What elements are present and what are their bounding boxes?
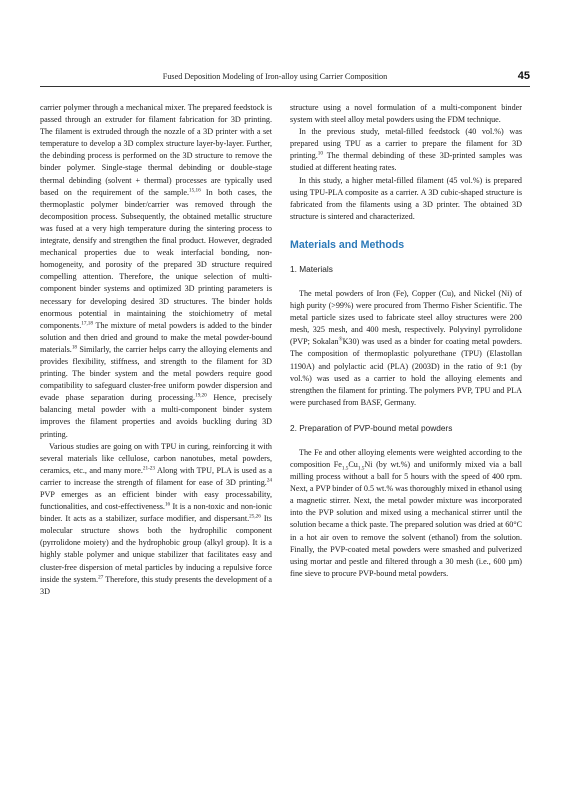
citation: 27 (98, 573, 104, 580)
body-paragraph: The metal powders of Iron (Fe), Copper (Cu), and Nickel (Ni) of high purity (>99%) were procured from Thermo Fisher Scientific. The metal particle sizes used to fabricate steel alloy structures were 200 mesh, 325 mesh, and 400 mesh, respectively. Polyvinyl pyrrolidone (PVP; Sokalan®K30) was used as a binder for coating metal powders. The composition of thermoplastic polyurethane (TPU) (Elastollan 1190A) and polylactic acid (PLA) (2003D) in the ratio of 9:1 (by vol.%) was used as a carrier to hold the alloying elements and strengthen the filament for printing. The polymers PVP, TPU and PLA were purchased from BASF, Germany. (290, 288, 522, 407)
body-paragraph: In the previous study, metal-filled feedstock (40 vol.%) was prepared using TPU as a carrier to prepare the filament for 3D printing.$^{10}$ The thermal debinding of these 3D-printed samples was studied at different heating rates. (290, 127, 522, 173)
citation: 17,18 (81, 319, 93, 326)
citation: 24 (266, 477, 272, 484)
registered-mark: ® (338, 336, 343, 343)
citation: 10 (317, 150, 323, 157)
subsection-heading: 2. Preparation of PVP-bound metal powders (290, 422, 453, 433)
body-paragraph: Various studies are going on with TPU in curing, reinforcing it with several materials like cellulose, carbon nanotubes, metal powders, ceramics, etc., and many more.$^{21-23}$ Along with TPU, PLA is used as a carrier to increase the strength of filament for ease of 3D printing.$^{24}$ PVP emerges as an efficient binder with easy processability, functionalities, and cost-effectiveness.$^{16}$ It is a non-toxic and non-ionic binder. It acts as a stabilizer, surface modifier, and dispersant.$^{25,26}$ Its molecular structure shows both the hydrophilic component (pyrrolidone moiety) and the hydrophobic group (alkyl group). It is a highly stable polymer and unique stabilizer that facilitates easy and cluster-free dispersion of metal particles by inducing a repulsive force inside the system.$^{27}$ Therefore, this study presents the development of a 3D (40, 441, 273, 596)
citation: 18 (71, 344, 77, 351)
left-column (40, 102, 272, 598)
citation: 19,20 (195, 392, 207, 399)
body-paragraph: structure using a novel formulation of a multi-component binder system with steel alloy metal powders using the FDM technique. (290, 103, 522, 125)
citation: 25,26 (249, 513, 261, 520)
citation: 16 (164, 501, 171, 508)
body-paragraph: The Fe and other alloying elements were weighted according to the composition $Fe_{1.5}Cu_{1.5}Ni$ (by wt.%) and uniformly mixed via a ball milling process without a ball for 5 hours with the speed of 400 rpm. Next, a PVP binder of 0.5 wt.% was thoroughly mixed in ethanol using a magnetic stirrer. Next, the metal powder mixture was incorporated into the PVP solution and mixed using a mechanical stirrer until the solution became a thick paste. The prepared solution was dried at 60°C in a hot air oven to remove the solvent (ethanol) from the solution. Finally, the PVP-coated metal powders were smashed and pulverized using mortar and pestle and filtered through a 30 mesh (i.e., 600 µm) fine sieve to procure PVP-bound metal powders. (290, 447, 522, 578)
subscript: 1.5 (357, 465, 365, 472)
running-title: Fused Deposition Modeling of Iron-alloy using Carrier Composition (162, 72, 388, 81)
body-paragraph: carrier polymer through a mechanical mixer. The prepared feedstock is passed through an extruder for filament fabrication for 3D printing. The filament is extruded through the nozzle of a 3D printer with a set temperature to develop a 3D complex structure layer-by-layer. Further, the debinding process is performed on the 3D structure to remove the binder polymer. Single-stage thermal debinding or double-stage thermal debinding (solvent + thermal) processes are typically used based on the requirement of the sample.$^{15,16}$ In both cases, the thermoplastic polymer binder/carrier was removed through the decomposition process. Subsequently, the obtained metallic structure was fused at a very high temperature during the sintering process to integrate, densify and strengthen the final product. However, degraded mechanical properties due to weak interfacial bonding, non-homogeneity, and porosity of the prepared 3D structure required compelling attention. Therefore, the unique selection of multi-component binder systems and optimized 3D printing parameters is necessary for developing desired 3D structures. The binder holds enormous potential in maintaining the stoichiometry of metal components.$^{17,18}$ The mixture of metal powders is added to the binder solution and then dried and ground to make the metal powder-bound materials.$^{18}$ Similarly, the carrier helps carry the alloying elements and provides flexibility, stiffness, and strength to the filament for 3D printing. The binder system and the metal powders require good compatibility to safeguard cluster-free uniform powder dispersion and evade phase separation during processing.$^{19,20}$ Hence, precisely balancing metal powder with a multi-component binder system improves the filament properties and avoids buckling during 3D printing. (40, 103, 273, 439)
subsection-heading: 1. Materials (290, 263, 333, 274)
citation: 21-23 (142, 465, 155, 472)
page-number: 45 (517, 70, 530, 82)
page-header (40, 72, 530, 87)
subscript: 1.5 (341, 465, 349, 472)
right-column (290, 102, 522, 580)
body-paragraph: In this study, a higher metal-filled filament (45 vol.%) is prepared using TPU-PLA composite as a carrier. A 3D cubic-shaped structure is fabricated from the filaments using a 3D printer. The obtained 3D structure is sintered and characterized. (290, 175, 522, 221)
section-heading: Materials and Methods (290, 238, 405, 251)
citation: 15,16 (189, 186, 201, 193)
